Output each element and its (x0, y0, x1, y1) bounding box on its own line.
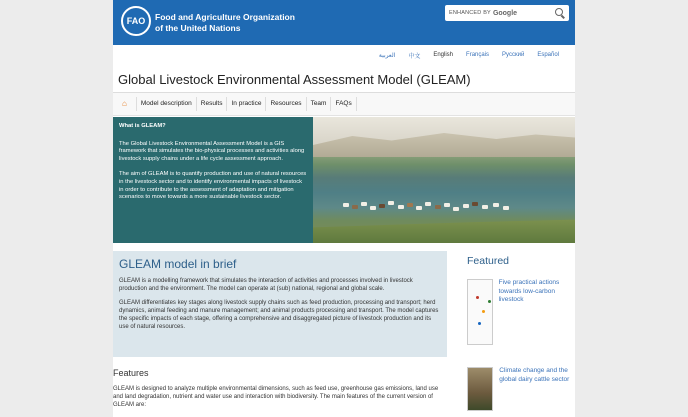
org-name-line2: of the United Nations (155, 23, 241, 33)
brief-paragraph-1: GLEAM is a modelling framework that simulates the interaction of activities and processes involved in livestock production and the environment. The model can operate at (sub) national, regional and global scale. (119, 278, 413, 292)
hero-heading: What is GLEAM? (119, 123, 166, 129)
lang-arabic[interactable]: العربية (378, 52, 396, 59)
hero-text-box (113, 117, 313, 243)
org-name[interactable] (155, 12, 315, 34)
featured-thumbnail-low-carbon[interactable] (467, 279, 493, 345)
brief-heading: GLEAM model in brief (119, 257, 237, 271)
search-input[interactable] (445, 5, 569, 21)
hero-riverbank (313, 217, 575, 243)
lang-spanish[interactable]: Español (537, 52, 559, 58)
nav-resources[interactable]: Resources (266, 97, 306, 111)
nav-faqs[interactable]: FAQs (331, 97, 356, 111)
lang-english[interactable]: English (433, 52, 454, 58)
nav-team[interactable]: Team (307, 97, 332, 111)
nav-results[interactable]: Results (197, 97, 228, 111)
featured-thumbnail-dairy[interactable] (467, 367, 493, 411)
hero-herd (343, 195, 523, 217)
featured-item[interactable] (467, 367, 575, 411)
hero-section (113, 117, 575, 243)
lang-russian[interactable]: Русский (502, 52, 525, 58)
top-header (113, 0, 575, 45)
brief-paragraph-2: GLEAM differentiates key stages along livestock supply chains such as feed production, processing and transport; herd dynamics, animal feeding and manure management; and animal products processing and transport. The model captures the specific impacts of each stage, offering a comprehensive and disaggregated picture of livestock production and its use of natural resources. (119, 300, 439, 330)
featured-link-low-carbon[interactable]: Five practical actions towards low-carbon livestock (498, 279, 560, 303)
search-brand: Google (492, 9, 518, 17)
home-icon[interactable]: ⌂ (113, 97, 137, 111)
main-nav (113, 93, 575, 116)
brief-section (113, 251, 447, 357)
hero-paragraph-1: The Global Livestock Environmental Assessment Model is a GIS framework that simulates the bio-physical processes and activities along livestock supply chains under a life cycle assessment approach. (119, 140, 305, 162)
featured-sidebar (467, 251, 575, 417)
featured-heading: Featured (467, 255, 510, 267)
thumbnail-diagram (474, 294, 493, 330)
search-prefix: ENHANCED BY (449, 10, 491, 16)
features-section (113, 368, 447, 409)
featured-item[interactable] (467, 279, 575, 345)
nav-in-practice[interactable]: In practice (227, 97, 266, 111)
language-bar (113, 45, 575, 65)
search-icon[interactable] (555, 8, 563, 16)
nav-model-description[interactable]: Model description (137, 97, 197, 111)
page-title: Global Livestock Environmental Assessment Model (GLEAM) (113, 65, 575, 93)
featured-link-dairy[interactable]: Climate change and the global dairy cattle sector (499, 367, 570, 383)
lang-french[interactable]: Français (466, 52, 490, 58)
hero-livestock-image (313, 117, 575, 243)
page (113, 0, 575, 417)
features-heading: Features (113, 368, 149, 378)
hero-paragraph-2: The aim of GLEAM is to quantify production and use of natural resources in the livestock sector and to identify environmental impacts of livestock in order to contribute to the assessment of adaptation and mitigation scenarios to move towards a more sustainable livestock sector. (119, 171, 307, 201)
features-text: GLEAM is designed to analyze multiple environmental dimensions, such as feed use, greenhouse gas emissions, land use and land degradation, nutrient and water use and interaction with biodiversity. The main features of the current version of GLEAM are: (113, 386, 439, 408)
hero-hills (313, 127, 575, 157)
fao-logo-icon[interactable]: FAO (121, 6, 151, 36)
org-name-line1: Food and Agriculture Organization (155, 12, 295, 22)
lang-chinese[interactable]: 中文 (408, 53, 421, 60)
